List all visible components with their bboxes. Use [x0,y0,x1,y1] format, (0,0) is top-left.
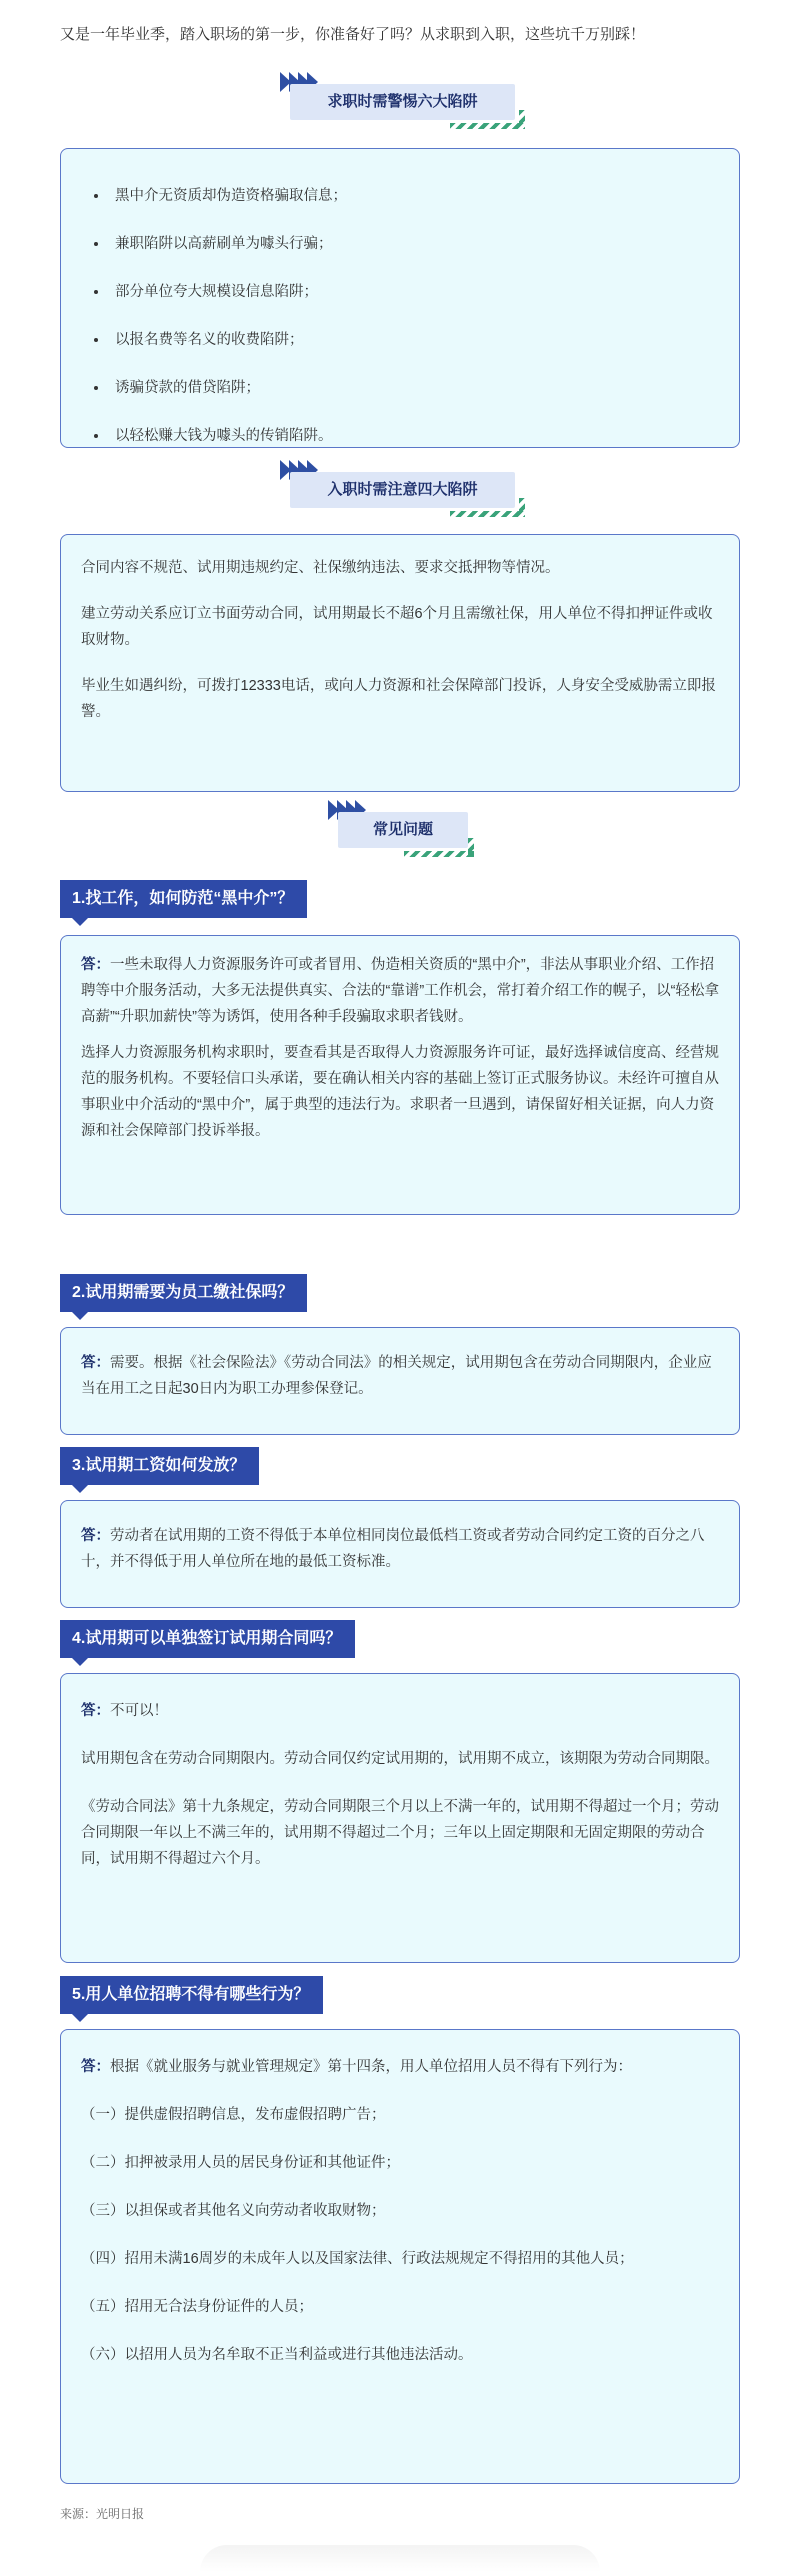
list-item: （五）招用无合法身份证件的人员； [81,2299,313,2315]
answer-label: 答： [81,2059,110,2075]
paragraph: 《劳动合同法》第十九条规定，劳动合同期限三个月以上不满一年的，试用期不得超过一个月；劳动合同期限一年以上不满三年的，试用期不得超过二个月；三年以上固定期限和无固定期限的劳动合同，试用期不得超过六个月。 [81,1799,719,1867]
section-title-traps-job-hunting [0,70,805,130]
traps-list [61,149,739,485]
list-item: • 以轻松赚大钱为噱头的传销陷阱。 [109,423,715,449]
paragraph: 建立劳动关系应订立书面劳动合同，试用期最长不超6个月且需缴社保，用人单位不得扣押证件或收取财物。 [81,606,713,648]
source-credit: 来源：光明日报 [60,2507,145,2521]
answer-text: 需要。根据《社会保险法》《劳动合同法》的相关规定，试用期包含在劳动合同期限内，企业应当在用工之日起30日内为职工办理参保登记。 [81,1355,712,1397]
section-title-traps-onboarding [0,458,805,518]
list-item: （二）扣押被录用人员的居民身份证和其他证件； [81,2155,400,2171]
answer-text: 劳动者在试用期的工资不得低于本单位相同岗位最低档工资或者劳动合同约定工资的百分之八十，并不得低于用人单位所在地的最低工资标准。 [81,1528,705,1570]
answer-text: 根据《就业服务与就业管理规定》第十四条，用人单位招用人员不得有下列行为： [110,2059,632,2075]
list-item: • 以报名费等名义的收费陷阱； [109,327,715,353]
paragraph: 试用期包含在劳动合同期限内。劳动合同仅约定试用期的，试用期不成立，该期限为劳动合同期限。 [81,1751,719,1767]
stripe-decoration [450,511,525,517]
faq-answer-card-4 [60,1673,740,1963]
stripe-decoration [468,838,474,857]
list-item: （六）以招用人员为名牟取不正当利益或进行其他违法活动。 [81,2347,473,2363]
section-title-text: 常见问题 [338,812,468,848]
paragraph: 毕业生如遇纠纷，可拨打12333电话，或向人力资源和社会保障部门投诉，人身安全受威胁需立即报警。 [81,678,716,720]
stripe-decoration [519,110,525,129]
faq-question-3: 3.试用期工资如何发放？ [60,1447,259,1485]
onboarding-card [60,534,740,792]
list-item: （四）招用未满16周岁的未成年人以及国家法律、行政法规规定不得招用的其他人员； [81,2251,634,2267]
paragraph: 合同内容不规范、试用期违规约定、社保缴纳违法、要求交抵押物等情况。 [81,560,560,576]
faq-question-5: 5.用人单位招聘不得有哪些行为？ [60,1976,323,2014]
stripe-decoration [450,123,525,129]
faq-answer-card-3 [60,1500,740,1608]
section-title-faq [0,798,805,858]
faq-answer-card-2 [60,1327,740,1435]
stripe-decoration [404,851,474,857]
answer-label: 答： [81,1703,110,1719]
list-item: • 部分单位夸大规模设信息陷阱； [109,279,715,305]
answer-text: 不可以！ [110,1703,168,1719]
traps-list-card [60,148,740,448]
answer-label: 答： [81,1355,110,1371]
faq-question-1: 1.找工作，如何防范“黑中介”？ [60,880,307,918]
list-item: • 兼职陷阱以高薪刷单为噱头行骗； [109,231,715,257]
list-item: • 诱骗贷款的借贷陷阱； [109,375,715,401]
list-item: • 黑中介无资质却伪造资格骗取信息； [109,183,715,209]
paragraph: 选择人力资源服务机构求职时，要查看其是否取得人力资源服务许可证，最好选择诚信度高、经营规范的服务机构。不要轻信口头承诺，要在确认相关内容的基础上签订正式服务协议。未经许可擅自从事职业中介活动的“黑中介”，属于典型的违法行为。求职者一旦遇到，请保留好相关证据，向人力资源和社会保障部门投诉举报。 [81,1045,719,1139]
stripe-decoration [519,498,525,517]
answer-label: 答： [81,957,110,973]
answer-label: 答： [81,1528,110,1544]
intro-text: 又是一年毕业季，踏入职场的第一步，你准备好了吗？从求职到入职，这些坑千万别踩！ [60,26,646,43]
answer-text: 一些未取得人力资源服务许可或者冒用、伪造相关资质的“黑中介”，非法从事职业介绍、工作招聘等中介服务活动，大多无法提供真实、合法的“靠谱”工作机会，常打着介绍工作的幌子，以“轻松拿高薪”“升职加薪快”等为诱饵，使用各种手段骗取求职者钱财。 [81,957,719,1025]
footer-decoration [200,2545,600,2572]
section-title-text: 入职时需注意四大陷阱 [290,472,515,508]
faq-question-4: 4.试用期可以单独签订试用期合同吗？ [60,1620,355,1658]
list-item: （一）提供虚假招聘信息，发布虚假招聘广告； [81,2107,386,2123]
faq-question-2: 2.试用期需要为员工缴社保吗？ [60,1274,307,1312]
faq-answer-card-5 [60,2029,740,2484]
faq-answer-card-1 [60,935,740,1215]
section-title-text: 求职时需警惕六大陷阱 [290,84,515,120]
list-item: （三）以担保或者其他名义向劳动者收取财物； [81,2203,386,2219]
